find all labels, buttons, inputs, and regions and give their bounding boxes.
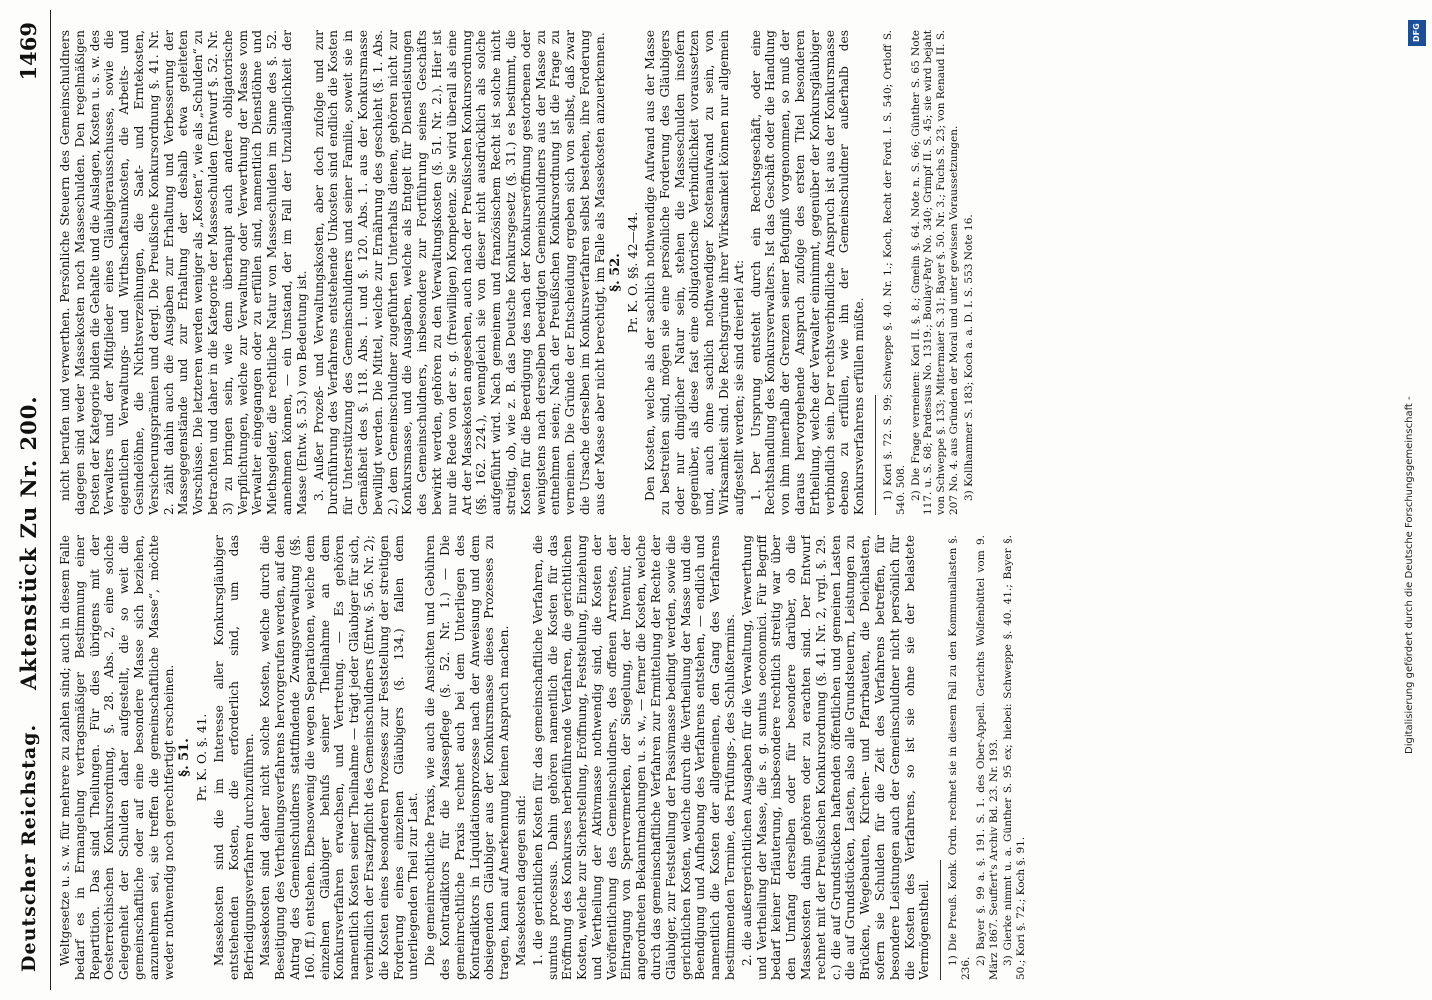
paragraph: Massekosten sind daher nicht solche Kosten, welche durch die Beseitigung des Vertheilungsverfahrens hervorgerufen werden, auf den Antrag des Gemeinschuldners stattfindende Zwangsverwaltung (§§. 160. ff.) entstehen. Ebensowenig die wegen Separationen, welche dem einzelnen Gläubiger behufs seiner Theilnahme an dem Konkursverfahren erwachsen, und Vertretung. — Es gehören namentlich Kosten seiner Theilnahme — trägt jeder Gläubiger für sich, verbindlich der Ersatzpflicht des Gemeinschuldners (Entw. §. 56. Nr. 2); die Kosten eines besonderen Prozesses zur Feststellung der streitigen Forderung eines einzelnen Gläubigers (§. 134.) fallen dem unterliegenden Theil zur Last. <box>258 535 421 980</box>
page-header <box>10 10 51 990</box>
section-heading: §. 52. <box>608 253 624 292</box>
paragraph: 1. die gerichtlichen Kosten für das gemeinschaftliche Verfahren, die sumtus processus. Dahin gehören namentlich die Kosten für das Eröffnung des Konkurses herbeiführende Verfahren, die gerichtlichen Kosten, welche zur Sicherstellung, Eröffnung, Feststellung, Einziehung und Vertheilung der Aktivmasse nothwendig sind, die Kosten der Veröffentlichung des Gemeinschuldners, des offenen Arrestes, der Eintragung von Sperrvermerken, der Siegelung, der Inventur, der angeordneten Bekanntmachungen u. s. w., — ferner die Kosten, welche durch das gemeinschaftliche Verfahren zur Ermittelung der Rechte der Gläubiger, zur Feststellung der Passivmasse bedingt werden, sowie die gerichtlichen Kosten, welche durch die Vertheilung der Masse und die Beendigung und Aufhebung des Verfahrens entstehen, — endlich und namentlich die Kosten der allgemeinen, den Gang des Verfahrens bestimmenden Termine, des Prüfungs-, des Schlußtermins. <box>530 535 738 980</box>
footnote-divider <box>875 395 876 515</box>
page-number: 1469 <box>16 22 41 81</box>
section-reference: Pr. K. O. §§. 42—44. <box>626 211 641 334</box>
footnote-divider <box>940 860 941 980</box>
paragraph: Massekosten dagegen sind: <box>513 794 528 966</box>
paragraph: 3. Außer Prozeß- und Verwaltungskosten, aber doch zufolge und zur Durchführung des Verfahrens entstehende Unkosten sind endlich die Kosten für Unterstützung des Gemeinschuldners und seiner Familie, soweit sie in Gemäßheit des §. 118. Abs. 1. und §. 120. Abs. 1. aus der Konkursmasse bewilligt werden. Die Mittel, welche zur Ernährung des geschieht (§. 1. Abs. 2.) dem Gemeinschuldner zugeführten Unterhalts dienen, gehören nicht zur Konkursmasse, und die Ausgaben, welche als Entgelt für Dienstleistungen des Gemeinschuldners, insbesondere zur Fortführung seines Geschäfts bewirkt werden, gehören zu den Verwaltungskosten (§. 51. Nr. 2.). Hier ist nur die Rede von der s. g. (freiwilligen) Kompetenz. Sie wird überall als eine Art der Massekosten angesehen, auch nach der Preußischen Konkursordnung (§§. 162. 224.), wenngleich sie von dieser nicht ausdrücklich als solche aufgeführt wird. Nach gemeinem und französischem Recht ist solche nicht streitig, ob, wie z. B. das Deutsche Konkursgesetz (§. 31.) es bestimmt, die Kosten für die Beerdigung des nach der Konkurseröffnung gestorbenen oder wenigstens nach derselben beerdigten Gemeinschuldners aus der Masse zu entnehmen seien; Nach der Preußischen Konkursordnung ist die Frage zu verneinen. Die Gründe der Entscheidung ergeben sich von selbst, daß zwar die Ursache derselben im Konkursverfahren selbst bestehen, ihre Forderung aus der Masse aber nicht berechtigt, im Falle als Massekosten anzuerkennen. <box>311 30 607 515</box>
paragraph: 1. Der Ursprung entsteht durch ein Rechtsgeschäft, oder eine Rechtshandlung des Konkursverwalters. Ist das Geschäft oder die Handlung von ihm innerhalb der Grenzen seiner Befugniß vorgenommen, so muß der daraus hervorgehende Anspruch zufolge des ersten Titel besonderen Ertheilung, welche der Verwalter einnimmt, gegenüber der Konkursgläubiger verbindlich sein. Der rechtsverbindliche Anspruch ist aus der Konkursmasse ebenso zu erfüllen, wie ihn der Gemeinschuldner außerhalb des Konkursverfahrens erfüllen müßte. <box>748 30 867 515</box>
paragraph: Weltgesetze u. s. w. für mehrere zu zahlen sind; auch in diesem Falle bedarf es in Ermangelung vertragsmäßiger Bestimmung einer Repartition. Das sind Theilungen. Für dies übrigens mit der Oesterreichischen Konkursordnung, §. 28. Abs. 2, eine solche Gelegenheit der Schulden daher aufgestellt, die so weit die gemeinschaftliche oder auf eine besondere Masse sich beziehen, anzunehmen sei, sie treffen die gemeinschaftliche Masse“, möchte weder nothwendig noch gerechtfertigt erscheinen. <box>58 535 176 980</box>
digitization-watermark <box>1404 20 1430 780</box>
column-right <box>58 30 1388 515</box>
paragraph: 2. die außergerichtlichen Ausgaben für die Verwaltung, Verwerthung und Vertheilung der Masse, die s. g. sumtus oeconomici. Für Begriff bedarf keiner Erläuterung, insbesondere rechtlich streitig war über den Umfang derselben oder für besondere darüber, ob die Massekosten dahin gehören oder zu erachten sind. Der Entwurf rechnet mit der Preußischen Konkursordnung (§. 41. Nr. 2, vrgl. §. 29. c.) die auf Grundstücken haftenden öffentlichen und gemeinen Lasten die auf Grundstücken, Lasten, also alle Grundsteuern, Leistungen zu Brücken, Wegebauten, Kirchen- und Pfarrbauten, die Deichlasten, sofern sie Schulden für die Zeit des Verfahrens betreffen, für besondere Leistungen auch der Gemeinschuldner nicht persönlich für die Kosten des Verfahrens, so ist sie ohne sie der belastete Vermögenstheil. <box>739 535 932 980</box>
section-reference: Pr. K. O. §. 41. <box>195 713 210 802</box>
footnote: 1) Die Preuß. Konk. Ordn. rechnet sie in diesem Fall zu den Kommunallasten §. 236. <box>947 535 973 980</box>
column-left <box>58 535 1388 980</box>
rotated-page-content <box>10 10 1405 990</box>
paragraph: Die gemeinrechtliche Praxis, wie auch die Ansichten und Gebühren des Kontradiktors für die Massepflege (§. 52. Nr. 1.) — Die gemeinrechtliche Praxis rechnet auch bei dem Unterliegen des Kontradiktors in Liquidationsprozesse nach der Anweisung und dem obsiegenden Gläubiger aus der Konkursmasse dieses Prozesses zu tragen, kann auf Anerkennung keinen Anspruch machen. <box>423 535 512 980</box>
footnote: 3) Kollhammer S. 183; Koch a. a. D. I. S. 553 Note 16. <box>962 214 975 501</box>
footnote: 2) Die Frage verneinen: Kori II. §. 8.; Gmelin §. 64. Note n. S. 66; Günther S. 65 Note 117. u. S. 68; Pardessus No. 1319.; Boulay-Paty No. 340; Grimpf II. S. 45; sie wird bejaht von Schweppe §. 133; Mittermaier S. 31; Bayer §. 50. Nr. 3.; Fuchs S. 23; von Renaud II. S. 207 No. 4. aus Gründen der Moral und unter gewissen Voraussetzungen. <box>909 30 961 515</box>
section-heading: §. 51. <box>177 738 193 777</box>
watermark-text: Digitalisierung gefördert durch die Deutsche Forschungsgemeinschaft - <box>1404 396 1415 754</box>
header-center: Aktenstück Zu Nr. 200. <box>16 395 41 690</box>
footnote: 3) Gierke nimmt u. a. Günther S. 95 ex; hiebei: Schweppe §. 40. 41.; Bayer §. 50.; Kori §. 72.; Koch §. 91. <box>1002 535 1028 980</box>
footnote: 2) Bayer §. 99 a. §. 191. S. 1. des Ober-Appell. Gerichts Wolfenbüttel vom 9. März 1867. Seuffert's Archiv Bd. 23. Nr. 193. <box>974 535 1000 980</box>
paragraph: nicht berufen und verwerthen. Persönliche Steuern des Gemeinschuldners dagegen sind weder Massekosten noch Masseschulden. Den regelmäßigen Posten der Kategorie bilden die Gehalte und die Auslagen, Kosten u. s. w. des Verwalters und der Mitglieder eines Gläubigerausschusses, sowie die eigentlichen Verwaltungs- und Wirthschaftsunkosten, die Arbeits- und Gesindelöhne, die Nichtsverzeihungen, die Saat- und Erntekosten, Versicherungsprämien und dergl. Die Preußische Konkursordnung §. 41. Nr. 2. zählt dahin auch die Ausgaben zur Erhaltung und Verbesserung der Massegegenstände und zur Erhaltung der deshalb etwa geleiteten Vorschüsse. Die letzteren werden weniger als „Kosten“, wie als „Schulden“ zu betrachten und daher in die Kategorie der Masseschulden (Entwurf §. 52. Nr. 3) zu bringen sein, wie denn überhaupt auch andere obligatorische Verpflichtungen, welche zur Verwaltung oder Verwerthung der Masse vom Verwalter eingegangen oder zu erfüllen sind, namentlich Dienstlöhne und Miethsgelder, die rechtliche Natur von Masseschulden im Sinne des §. 52. annehmen können, — ein Umstand, der im Fall der Unzulänglichkeit der Masse (Entw. §. 53.) von Bedeutung ist. <box>58 30 309 515</box>
header-left: Deutscher Reichstag. <box>18 723 40 972</box>
dfg-logo: DFG <box>1408 20 1426 46</box>
paragraph: Massekosten sind die im Interesse aller Konkursgläubiger entstehenden Kosten, die erforderlich sind, um das Befriedigungsverfahren durchzuführen. <box>211 535 256 980</box>
paragraph: Den Kosten, welche als der sachlich nothwendige Aufwand aus der Masse zu bestreiten sind, mögen sie eine persönliche Forderung des Gläubigers oder nur dinglicher Natur sein, stehen die Masseschulden insofern gegenüber, als diese fast eine obligatorische Verbindlichkeit voraussetzen und, auch ohne sachlich nothwendiger Kostenaufwand zu sein, von Wirksamkeit sind. Die Rechtsgründe ihrer Wirksamkeit können nur allgemein aufgestellt werden; sie sind dreierlei Art: <box>643 30 746 515</box>
footnote: 1) Kori §. 72. S. 99; Schweppe §. 40. Nr. 1.; Koch, Recht der Ford. I. S. 540; Ortloff S. 540. 508. <box>882 30 907 515</box>
